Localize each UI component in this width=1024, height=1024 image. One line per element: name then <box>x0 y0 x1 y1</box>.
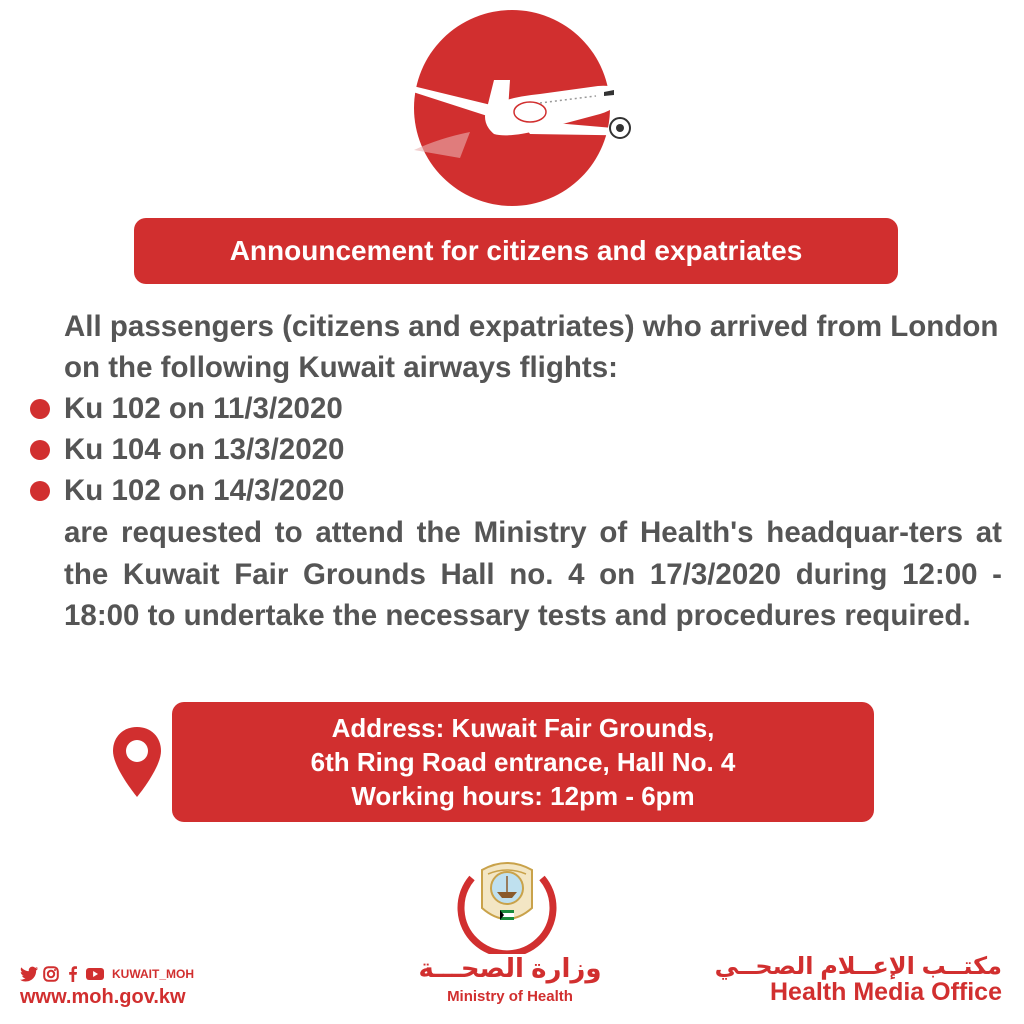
address-line: Address: Kuwait Fair Grounds, <box>331 713 715 743</box>
website-link[interactable]: www.moh.gov.kw <box>20 986 186 1008</box>
announcement-title-banner <box>134 218 898 284</box>
working-hours: Working hours: 12pm - 6pm <box>351 781 695 811</box>
airplane-hero-graphic <box>0 0 1024 215</box>
instagram-icon[interactable] <box>42 965 60 983</box>
youtube-icon[interactable] <box>86 965 104 983</box>
ministry-name-arabic: وزارة الصحـــة <box>418 953 602 983</box>
address-road: 6th Ring Road entrance, Hall No. 4 <box>310 747 736 777</box>
instructions-text: are requested to attend the Ministry of Health's headquar-ters at the Kuwait Fair Grounds Hall no. 4 on 17/3/2020 during 12:00 - 18:00 to undertake the necessary tests and procedures required. <box>64 516 1002 632</box>
bullet-icon <box>30 481 50 501</box>
intro-text: All passengers (citizens and expatriates) who arrived from London on the following Kuwait airways flights: <box>64 310 999 384</box>
social-links <box>20 962 194 986</box>
list-item <box>24 470 624 511</box>
list-item <box>24 388 624 429</box>
twitter-icon[interactable] <box>20 965 38 983</box>
office-name-arabic: مكتــب الإعــلام الصحــي <box>714 953 1002 980</box>
facebook-icon[interactable] <box>64 965 82 983</box>
address-box <box>172 702 874 822</box>
list-item <box>24 429 624 470</box>
flight-list <box>24 388 624 511</box>
flight-item-3: Ku 102 on 14/3/2020 <box>64 473 345 507</box>
bullet-icon <box>30 440 50 460</box>
location-pin-icon <box>110 724 164 800</box>
office-name-english: Health Media Office <box>770 978 1002 1006</box>
flight-item-1: Ku 102 on 11/3/2020 <box>64 391 343 425</box>
ministry-emblem-logo <box>452 848 562 954</box>
flight-item-2: Ku 104 on 13/3/2020 <box>64 432 345 466</box>
social-handle[interactable]: KUWAIT_MOH <box>112 967 194 981</box>
ministry-name-english: Ministry of Health <box>447 988 573 1005</box>
bullet-icon <box>30 399 50 419</box>
announcement-title: Announcement for citizens and expatriates <box>229 235 803 266</box>
